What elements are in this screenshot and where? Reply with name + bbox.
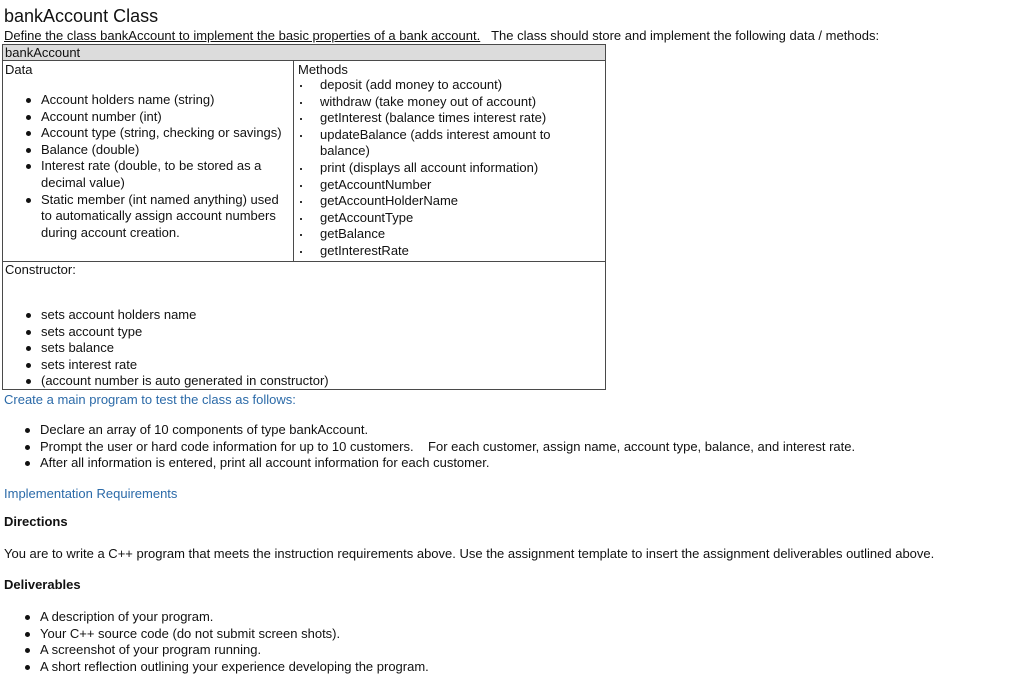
bullet-icon (300, 168, 302, 170)
implementation-heading: Implementation Requirements (4, 486, 178, 501)
bullet-icon (25, 632, 30, 637)
bullet-icon (26, 164, 31, 169)
list-item: getAccountHolderName (320, 193, 582, 210)
bullet-icon (25, 445, 30, 450)
list-item: Your C++ source code (do not submit screen shots). (24, 626, 724, 643)
bullet-icon (300, 102, 302, 104)
list-item: sets account type (25, 324, 445, 341)
bullet-icon (26, 148, 31, 153)
list-item: (account number is auto generated in constructor) (25, 373, 445, 390)
main-program-heading: Create a main program to test the class as follows: (4, 392, 296, 407)
bullet-icon (300, 201, 302, 203)
bullet-icon (26, 131, 31, 136)
list-item: A description of your program. (24, 609, 724, 626)
list-item: A screenshot of your program running. (24, 642, 724, 659)
bullet-icon (26, 98, 31, 103)
data-members-list (25, 92, 287, 241)
bullet-icon (26, 379, 31, 384)
bullet-icon (26, 313, 31, 318)
bullet-icon (26, 198, 31, 203)
bullet-icon (300, 234, 302, 236)
bullet-icon (25, 665, 30, 670)
list-item: deposit (add money to account) (320, 77, 582, 94)
methods-list (320, 77, 582, 260)
list-item: getAccountType (320, 210, 582, 227)
data-column-label: Data (5, 62, 33, 77)
bullet-icon (26, 363, 31, 368)
list-item: After all information is entered, print all account information for each customer. (24, 455, 1014, 472)
list-item: getBalance (320, 226, 582, 243)
bullet-icon (26, 115, 31, 120)
bullet-icon (25, 428, 30, 433)
list-item: sets account holders name (25, 307, 445, 324)
intro-prefix: Define the class bankAccount to implement the basic properties of a bank account. (4, 28, 481, 43)
list-item: Balance (double) (25, 142, 287, 159)
class-name-header: bankAccount (3, 45, 605, 61)
bullet-icon (25, 648, 30, 653)
bullet-icon (25, 461, 30, 466)
constructor-label: Constructor: (5, 262, 76, 277)
bullet-icon (300, 218, 302, 220)
list-item: A short reflection outlining your experience developing the program. (24, 659, 724, 676)
list-item: Account type (string, checking or savings) (25, 125, 287, 142)
bullet-icon (300, 118, 302, 120)
main-program-list (24, 422, 1014, 472)
bullet-icon (300, 185, 302, 187)
bullet-icon (25, 615, 30, 620)
bullet-icon (26, 330, 31, 335)
directions-heading: Directions (4, 514, 68, 529)
intro-text (4, 28, 879, 44)
directions-text: You are to write a C++ program that meets the instruction requirements above. Use the assignment template to insert the assignment deliverables outlined above. (4, 546, 935, 561)
deliverables-heading: Deliverables (4, 577, 81, 592)
bullet-icon (300, 85, 302, 87)
bullet-icon (26, 346, 31, 351)
bullet-icon (300, 135, 302, 137)
bullet-icon (300, 251, 302, 253)
methods-column-label: Methods (298, 62, 348, 77)
list-item: sets balance (25, 340, 445, 357)
list-item: getInterest (balance times interest rate) (320, 110, 582, 127)
list-item: sets interest rate (25, 357, 445, 374)
class-diagram-table (2, 44, 606, 390)
row-divider (3, 261, 605, 262)
deliverables-list (24, 609, 724, 675)
list-item: updateBalance (adds interest amount to balance) (320, 127, 582, 160)
list-item: print (displays all account information) (320, 160, 582, 177)
list-item: withdraw (take money out of account) (320, 94, 582, 111)
list-item: Interest rate (double, to be stored as a decimal value) (25, 158, 287, 191)
list-item: getAccountNumber (320, 177, 582, 194)
list-item: Declare an array of 10 components of type bankAccount. (24, 422, 1014, 439)
list-item: getInterestRate (320, 243, 582, 260)
page-title: bankAccount Class (4, 6, 159, 26)
intro-suffix: The class should store and implement the following data / methods: (491, 28, 880, 43)
list-item: Account number (int) (25, 109, 287, 126)
column-divider (293, 61, 294, 261)
list-item: Static member (int named anything) used to automatically assign account numbers during account creation. (25, 192, 287, 242)
constructor-list (25, 307, 445, 390)
list-item: Prompt the user or hard code information for up to 10 customers. For each customer, assign name, account type, balance, and interest rate. (24, 439, 1014, 456)
list-item: Account holders name (string) (25, 92, 287, 109)
